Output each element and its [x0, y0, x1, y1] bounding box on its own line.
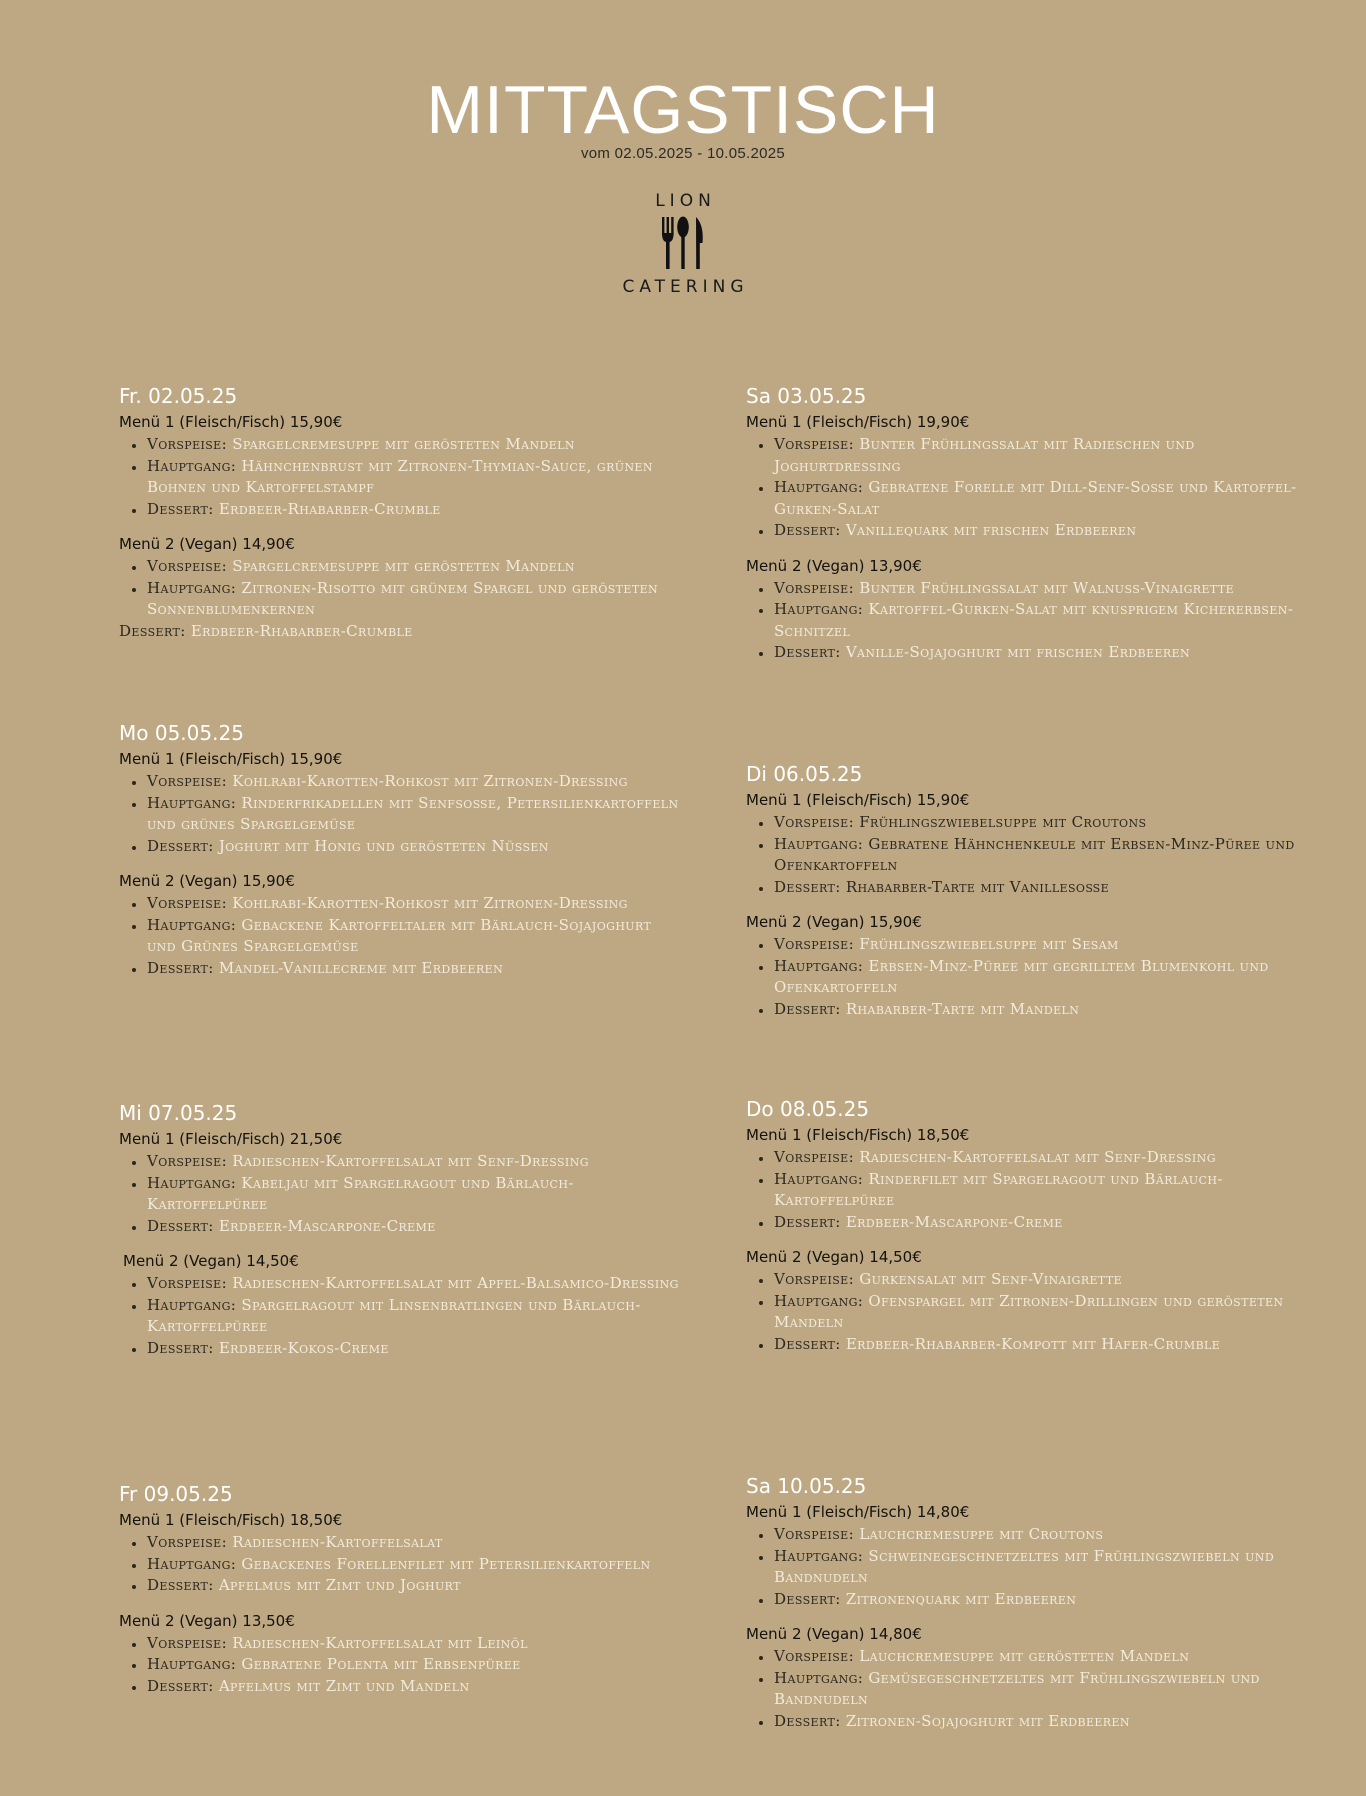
course-list: [746, 434, 1306, 542]
course-list: [119, 893, 679, 979]
menu-title: Menü 2 (Vegan) 15,90€: [119, 872, 295, 890]
day-title: Sa 03.05.25: [746, 384, 867, 408]
main-item: Hauptgang: Gebratene Hähnchenkeule mit Erbsen-Minz-Püree und Ofenkartoffeln: [774, 834, 1306, 877]
course-list: [119, 1273, 679, 1359]
course-list: [746, 578, 1306, 664]
day-title: Mi 07.05.25: [119, 1101, 238, 1125]
dessert-item: Dessert: Apfelmus mit Zimt und Joghurt: [147, 1575, 679, 1597]
starter-item: Vorspeise: Spargelcremesuppe mit gerösteten Mandeln: [147, 434, 679, 456]
day-title: Mo 05.05.25: [119, 721, 244, 745]
main-item: Hauptgang: Hähnchenbrust mit Zitronen-Thymian-Sauce, grünen Bohnen und Kartoffelstampf: [147, 456, 679, 499]
page-header: [0, 72, 1366, 297]
main-item: Hauptgang: Gemüsegeschnetzeltes mit Frühlingszwiebeln und Bandnudeln: [774, 1668, 1306, 1711]
menu-meat: [746, 790, 1306, 898]
page-title: MITTAGSTISCH: [426, 72, 940, 148]
day-block: [746, 1097, 1306, 1369]
dessert-item: Dessert: Vanille-Sojajoghurt mit frischen Erdbeeren: [774, 642, 1306, 664]
starter-item: Vorspeise: Spargelcremesuppe mit gerösteten Mandeln: [147, 556, 679, 578]
menu-title: Menü 2 (Vegan) 13,90€: [746, 556, 922, 575]
dessert-item: Dessert: Apfelmus mit Zimt und Mandeln: [147, 1676, 679, 1698]
menu-meat: [746, 1125, 1306, 1233]
dessert-item: Dessert: Erdbeer-Rhabarber-Kompott mit Hafer-Crumble: [774, 1334, 1306, 1356]
course-list: [119, 1532, 679, 1597]
day-block: [119, 721, 679, 993]
starter-item: Vorspeise: Lauchcremesuppe mit gerösteten Mandeln: [774, 1646, 1306, 1668]
starter-item: Vorspeise: Radieschen-Kartoffelsalat mit Senf-Dressing: [774, 1147, 1306, 1169]
menu-meat: [746, 412, 1306, 542]
menu-vegan: [746, 1247, 1306, 1355]
day-title: Fr. 02.05.25: [119, 384, 238, 408]
main-item: Hauptgang: Ofenspargel mit Zitronen-Drillingen und gerösteten Mandeln: [774, 1291, 1306, 1334]
starter-item: Vorspeise: Frühlingszwiebelsuppe mit Sesam: [774, 934, 1306, 956]
course-list: [119, 556, 679, 621]
starter-item: Vorspeise: Kohlrabi-Karotten-Rohkost mit Zitronen-Dressing: [147, 771, 679, 793]
dessert-item: Dessert: Zitronenquark mit Erdbeeren: [774, 1589, 1306, 1611]
main-item: Hauptgang: Gebackenes Forellenfilet mit Petersilienkartoffeln: [147, 1554, 679, 1576]
day-title: Do 08.05.25: [746, 1097, 870, 1121]
day-block: [119, 1101, 679, 1373]
menu-vegan: [746, 556, 1306, 664]
menu-title: Menü 1 (Fleisch/Fisch) 18,50€: [119, 1511, 343, 1529]
menu-title: Menü 1 (Fleisch/Fisch) 14,80€: [746, 1503, 970, 1521]
menu-vegan: [119, 871, 679, 979]
menu-vegan: [119, 534, 679, 642]
menu-title: Menü 2 (Vegan) 14,50€: [123, 1252, 299, 1270]
menu-title: Menü 2 (Vegan) 14,90€: [119, 535, 295, 553]
dessert-item: Dessert: Erdbeer-Rhabarber-Crumble: [119, 621, 413, 640]
main-item: Hauptgang: Kartoffel-Gurken-Salat mit knusprigem Kichererbsen-Schnitzel: [774, 599, 1306, 642]
main-item: Hauptgang: Erbsen-Minz-Püree mit gegrilltem Blumenkohl und Ofenkartoffeln: [774, 956, 1306, 999]
menu-vegan: [746, 1624, 1306, 1732]
course-list: [746, 1269, 1306, 1355]
course-list: [746, 1646, 1306, 1732]
menu-meat: [746, 1502, 1306, 1610]
dessert-item: Dessert: Erdbeer-Kokos-Creme: [147, 1338, 679, 1360]
day-title: Sa 10.05.25: [746, 1474, 867, 1498]
logo-text-top: LION: [655, 191, 716, 211]
main-item: Hauptgang: Kabeljau mit Spargelragout und Bärlauch-Kartoffelpüree: [147, 1173, 679, 1216]
starter-item: Vorspeise: Radieschen-Kartoffelsalat mit Senf-Dressing: [147, 1151, 679, 1173]
main-item: Hauptgang: Spargelragout mit Linsenbratlingen und Bärlauch-Kartoffelpüree: [147, 1295, 679, 1338]
logo-text-bottom: CATERING: [622, 277, 749, 297]
day-block: [119, 1482, 679, 1711]
dessert-item: Dessert: Mandel-Vanillecreme mit Erdbeeren: [147, 958, 679, 980]
dessert-item: Dessert: Rhabarber-Tarte mit Vanillesoße: [774, 877, 1306, 899]
menu-title: Menü 1 (Fleisch/Fisch) 15,90€: [119, 413, 343, 431]
dessert-item: Dessert: Zitronen-Sojajoghurt mit Erdbeeren: [774, 1711, 1306, 1733]
course-list: [746, 934, 1306, 1020]
starter-item: Vorspeise: Lauchcremesuppe mit Croutons: [774, 1524, 1306, 1546]
course-list: [746, 1524, 1306, 1610]
starter-item: Vorspeise: Radieschen-Kartoffelsalat: [147, 1532, 679, 1554]
main-item: Hauptgang: Zitronen-Risotto mit grünem Spargel und gerösteten Sonnenblumenkernen: [147, 578, 679, 621]
dessert-item: Dessert: Rhabarber-Tarte mit Mandeln: [774, 999, 1306, 1021]
date-range: vom 02.05.2025 - 10.05.2025: [580, 145, 786, 162]
main-item: Hauptgang: Schweinegeschnetzeltes mit Frühlingszwiebeln und Bandnudeln: [774, 1546, 1306, 1589]
main-item: Hauptgang: Gebratene Forelle mit Dill-Senf-Soße und Kartoffel-Gurken-Salat: [774, 477, 1306, 520]
main-item: Hauptgang: Gebratene Polenta mit Erbsenpüree: [147, 1654, 679, 1676]
dessert-item: Dessert: Joghurt mit Honig und gerösteten Nüssen: [147, 836, 679, 858]
menu-title: Menü 1 (Fleisch/Fisch) 18,50€: [746, 1126, 970, 1144]
starter-item: Vorspeise: Bunter Frühlingssalat mit Radieschen und Joghurtdressing: [774, 434, 1306, 477]
menu-title: Menü 1 (Fleisch/Fisch) 15,90€: [119, 750, 343, 768]
starter-item: Vorspeise: Kohlrabi-Karotten-Rohkost mit Zitronen-Dressing: [147, 893, 679, 915]
day-block: [746, 762, 1306, 1034]
starter-item: Vorspeise: Bunter Frühlingssalat mit Walnuss-Vinaigrette: [774, 578, 1306, 600]
course-list: [746, 1147, 1306, 1233]
menu-title: Menü 1 (Fleisch/Fisch) 15,90€: [746, 791, 970, 809]
menu-title: Menü 2 (Vegan) 14,50€: [746, 1248, 922, 1266]
cutlery-icon: [658, 215, 708, 271]
menu-meat: [119, 749, 679, 857]
dessert-item: Dessert: Erdbeer-Mascarpone-Creme: [147, 1216, 679, 1238]
dessert-item: Dessert: Erdbeer-Rhabarber-Crumble: [147, 499, 679, 521]
course-list: [119, 771, 679, 857]
day-block: [746, 1474, 1306, 1746]
menu-meat: [119, 1129, 679, 1237]
starter-item: Vorspeise: Gurkensalat mit Senf-Vinaigrette: [774, 1269, 1306, 1291]
menu-title: Menü 2 (Vegan) 13,50€: [119, 1611, 295, 1630]
day-block: [746, 384, 1306, 678]
main-item: Hauptgang: Rinderfrikadellen mit Senfsoße, Petersilienkartoffeln und grünes Spargelgemüse: [147, 793, 679, 836]
dessert-item: Dessert: Erdbeer-Mascarpone-Creme: [774, 1212, 1306, 1234]
menu-vegan: [746, 912, 1306, 1020]
logo: [613, 191, 753, 297]
menu-meat: [119, 412, 679, 520]
main-item: Hauptgang: Gebackene Kartoffeltaler mit Bärlauch-Sojajoghurt und Grünes Spargelgemüse: [147, 915, 679, 958]
course-list: [119, 1633, 679, 1698]
main-item: Hauptgang: Rinderfilet mit Spargelragout und Bärlauch-Kartoffelpüree: [774, 1169, 1306, 1212]
menu-meat: [119, 1510, 679, 1597]
day-block: [119, 384, 679, 656]
menu-vegan: [119, 1611, 679, 1698]
day-title: Di 06.05.25: [746, 762, 863, 786]
menu-title: Menü 2 (Vegan) 15,90€: [746, 913, 922, 931]
dessert-item: Dessert: Vanillequark mit frischen Erdbeeren: [774, 520, 1306, 542]
starter-item: Vorspeise: Frühlingszwiebelsuppe mit Croutons: [774, 812, 1306, 834]
course-list: [119, 434, 679, 520]
menu-title: Menü 1 (Fleisch/Fisch) 19,90€: [746, 413, 970, 431]
day-title: Fr 09.05.25: [119, 1482, 233, 1506]
menu-vegan: [119, 1251, 679, 1359]
starter-item: Vorspeise: Radieschen-Kartoffelsalat mit Leinöl: [147, 1633, 679, 1655]
menu-title: Menü 2 (Vegan) 14,80€: [746, 1625, 922, 1643]
menu-title: Menü 1 (Fleisch/Fisch) 21,50€: [119, 1130, 343, 1148]
course-list: [746, 812, 1306, 898]
course-list: [119, 1151, 679, 1237]
starter-item: Vorspeise: Radieschen-Kartoffelsalat mit Apfel-Balsamico-Dressing: [147, 1273, 679, 1295]
